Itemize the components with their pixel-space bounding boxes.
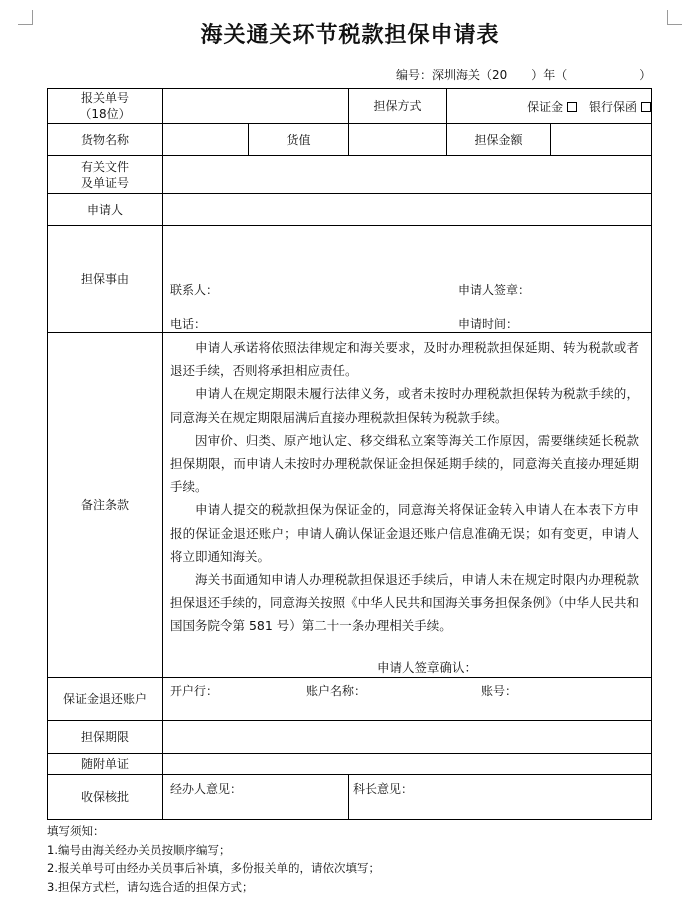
reason-row (48, 226, 652, 333)
goods-name-input[interactable] (163, 124, 249, 156)
clause-paragraph: 申请人承诺将依照法律规定和海关要求，及时办理税款担保延期、转为税款或者退还手续，否则将承担相应责任。 (170, 340, 639, 379)
confirm-sign-label: 申请人签章确认： (377, 660, 478, 675)
bank-label: 开户行： (170, 684, 219, 698)
period-input[interactable] (163, 721, 652, 754)
guarantee-amount-input[interactable] (551, 124, 651, 155)
guarantee-method-options (447, 89, 652, 124)
apply-time-label: 申请时间： (458, 317, 519, 331)
refund-account-row (48, 678, 652, 721)
account-no-label: 账号： (481, 684, 518, 698)
clause-paragraph: 因审价、归类、原产地认定、移交缉私立案等海关工作原因，需要继续延长税款担保期限，而申请人未按时办理税款保证金担保延期手续的，同意海关直接办理延期手续。 (170, 432, 639, 495)
applicant-input[interactable] (163, 194, 652, 226)
form-title: 海关通关环节税款担保申请表 (200, 23, 500, 48)
reason-label: 担保事由 (48, 226, 163, 333)
period-row (48, 721, 652, 754)
guarantee-method-label: 担保方式 (349, 89, 447, 124)
bank-guarantee-option-label: 银行保函 (588, 99, 637, 114)
period-label: 担保期限 (48, 721, 163, 754)
attached-docs-label: 随附单证 (48, 754, 163, 775)
notes-heading: 填写须知： (47, 824, 105, 838)
refund-account-label: 保证金退还账户 (48, 678, 163, 721)
bank-guarantee-checkbox[interactable] (641, 102, 651, 112)
remarks-row (48, 333, 652, 678)
contact-label: 联系人： (170, 283, 219, 297)
note-item: 1.编号由海关经办关员按顺序编写； (47, 842, 231, 857)
documents-label: 有关文件 及单证号 (48, 156, 163, 194)
chief-opinion-label: 科长意见： (353, 782, 414, 796)
remarks-label: 备注条款 (48, 333, 163, 678)
documents-row (48, 156, 652, 194)
declaration-row (48, 89, 652, 124)
clause-paragraph: 海关书面通知申请人办理税款担保退还手续后，申请人未在规定时限内办理税款担保退还手续的，同意海关按照《中华人民共和国海关事务担保条例》（中华人民共和国国务院令第 581 号）第二十一条办理相关手续。 (170, 572, 639, 634)
goods-value-label: 货值 (249, 124, 349, 156)
clause-paragraph: 申请人提交的税款担保为保证金的，同意海关将保证金转入申请人在本表下方申报的保证金退还账户；申请人确认保证金退还账户信息准确无误；如有变更，申请人将立即通知海关。 (170, 502, 639, 564)
documents-input[interactable] (163, 156, 652, 194)
reason-cell[interactable] (163, 226, 652, 333)
declaration-no-input[interactable] (163, 89, 349, 124)
goods-row (48, 124, 652, 156)
approval-row (48, 775, 652, 820)
attached-docs-input[interactable] (163, 754, 652, 775)
refund-account-cell[interactable] (163, 678, 652, 721)
guarantee-amount-label: 担保金额 (474, 133, 523, 147)
guarantee-application-table (47, 88, 652, 820)
applicant-row (48, 194, 652, 226)
serial-number-line: 编号：深圳海关（20 ）年（ ） (396, 68, 652, 82)
clause-paragraph: 申请人在规定期限未履行法律义务，或者未按时办理税款担保转为税款手续的，同意海关在规定期限届满后直接办理税款担保转为税款手续。 (170, 386, 639, 425)
handler-opinion-label: 经办人意见： (170, 782, 243, 796)
approval-label: 收保核批 (48, 775, 163, 820)
remarks-cell (163, 333, 652, 678)
goods-name-label: 货物名称 (48, 124, 163, 156)
attached-docs-row (48, 754, 652, 775)
deposit-checkbox[interactable] (567, 102, 577, 112)
declaration-no-label: 报关单号 （18位） (48, 89, 163, 124)
phone-label: 电话： (170, 317, 207, 331)
applicant-sign-label: 申请人签章： (458, 283, 531, 297)
chief-opinion-cell[interactable] (349, 775, 652, 820)
filling-notes (47, 822, 380, 897)
handler-opinion-cell[interactable] (163, 775, 349, 820)
account-name-label: 账户名称： (306, 684, 367, 698)
clauses-block (163, 333, 651, 638)
applicant-label: 申请人 (48, 194, 163, 226)
goods-value-input[interactable] (349, 124, 447, 156)
note-item: 3.担保方式栏，请勾选合适的担保方式； (47, 880, 254, 895)
note-item: 2.报关单号可由经办关员事后补填，多份报关单的，请依次填写； (47, 861, 380, 876)
deposit-option-label: 保证金 (527, 99, 564, 114)
guarantee-amount-cell (447, 124, 652, 156)
